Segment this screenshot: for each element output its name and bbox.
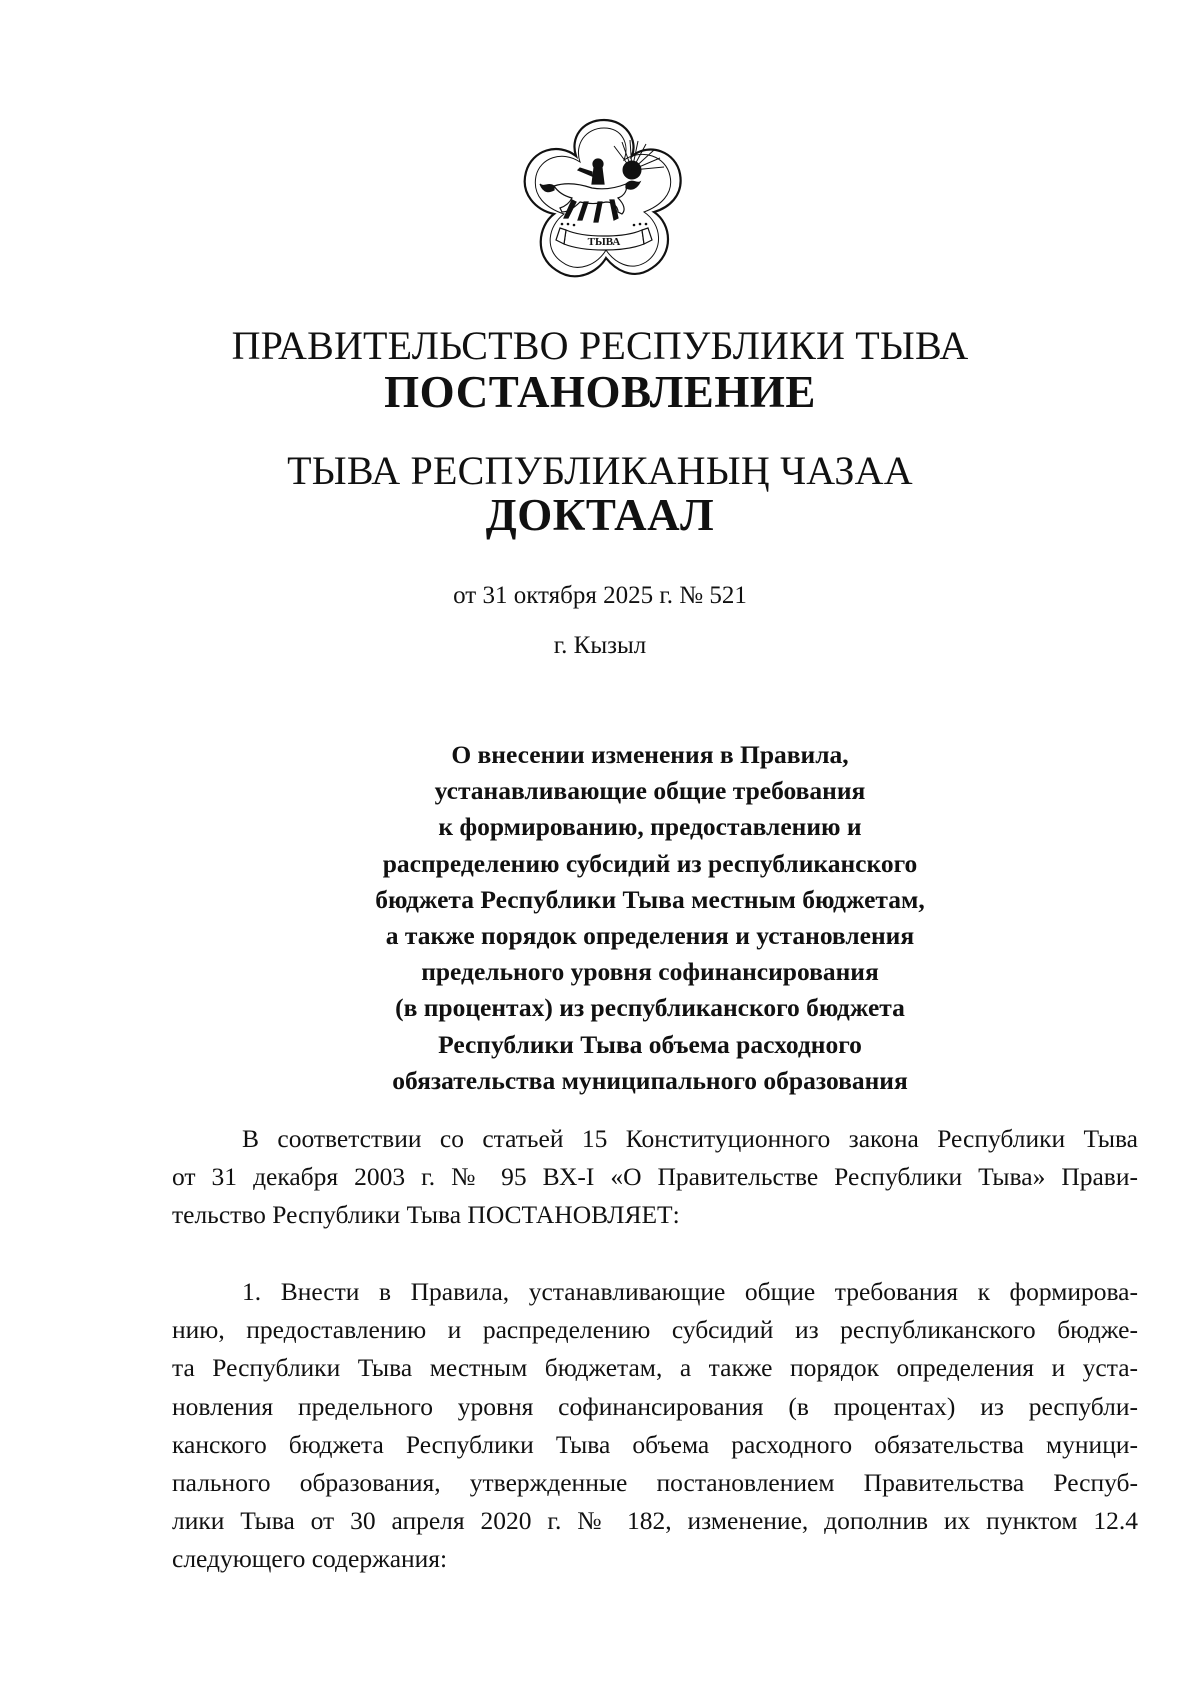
emblem-label: ТЫВА bbox=[587, 236, 621, 248]
subject-line: распределению субсидий из республиканского bbox=[382, 848, 918, 878]
government-title-ru: ПРАВИТЕЛЬСТВО РЕСПУБЛИКИ ТЫВА bbox=[231, 323, 969, 368]
paragraph-line: новления предельного уровня софинансирования (в процентах) из республи- bbox=[172, 1391, 1138, 1421]
government-title-tuv: ТЫВА РЕСПУБЛИКАНЫҢ ЧАЗАА bbox=[287, 448, 913, 493]
subject-line: О внесении изменения в Правила, bbox=[451, 740, 849, 769]
subject-line: предельного уровня софинансирования bbox=[421, 957, 879, 987]
date-and-number: от 31 октября 2025 г. № 521 bbox=[453, 582, 747, 609]
subject-line: обязательства муниципального образования bbox=[392, 1065, 908, 1095]
subject-line: устанавливающие общие требования bbox=[434, 776, 866, 806]
subject-line: (в процентах) из республиканского бюджета bbox=[395, 993, 905, 1023]
paragraph-line: В соответствии со статьей 15 Конституционного закона Республики Тыва bbox=[242, 1124, 1138, 1153]
paragraph-line: от 31 декабря 2003 г. № 95 ВХ-I «О Правительстве Республики Тыва» Прави- bbox=[172, 1162, 1138, 1192]
resolution-title-tuv: ДОКТААЛ bbox=[485, 490, 715, 540]
subject-line: к формированию, предоставлению и bbox=[438, 812, 862, 842]
paragraph-line: пального образования, утвержденные постановлением Правительства Респуб- bbox=[172, 1468, 1138, 1498]
paragraph-line: лики Тыва от 30 апреля 2020 г. № 182, изменение, дополнив их пунктом 12.4 bbox=[172, 1506, 1138, 1536]
subject-line: а также порядок определения и установления bbox=[385, 921, 915, 951]
paragraph-line: тельство Республики Тыва ПОСТАНОВЛЯЕТ: bbox=[172, 1200, 680, 1230]
document-subject bbox=[315, 737, 985, 1099]
city: г. Кызыл bbox=[553, 632, 647, 659]
preamble-paragraph bbox=[172, 1120, 1138, 1235]
paragraph-line: та Республики Тыва местным бюджетам, а также порядок определения и уста- bbox=[172, 1353, 1138, 1383]
subject-line: бюджета Республики Тыва местным бюджетам, bbox=[375, 884, 925, 914]
paragraph-line: канского бюджета Республики Тыва объема расходного обязательства муници- bbox=[172, 1429, 1138, 1459]
paragraph-line: нию, предоставлению и распределению субсидий из республиканского бюдже- bbox=[172, 1315, 1138, 1345]
paragraph-line: следующего содержания: bbox=[172, 1544, 448, 1574]
tuva-emblem bbox=[514, 112, 694, 292]
resolution-title-ru: ПОСТАНОВЛЕНИЕ bbox=[384, 367, 816, 417]
subject-line: Республики Тыва объема расходного bbox=[438, 1029, 862, 1059]
clause-1-paragraph bbox=[172, 1273, 1138, 1579]
paragraph-line: 1. Внести в Правила, устанавливающие общие требования к формирова- bbox=[242, 1277, 1138, 1306]
